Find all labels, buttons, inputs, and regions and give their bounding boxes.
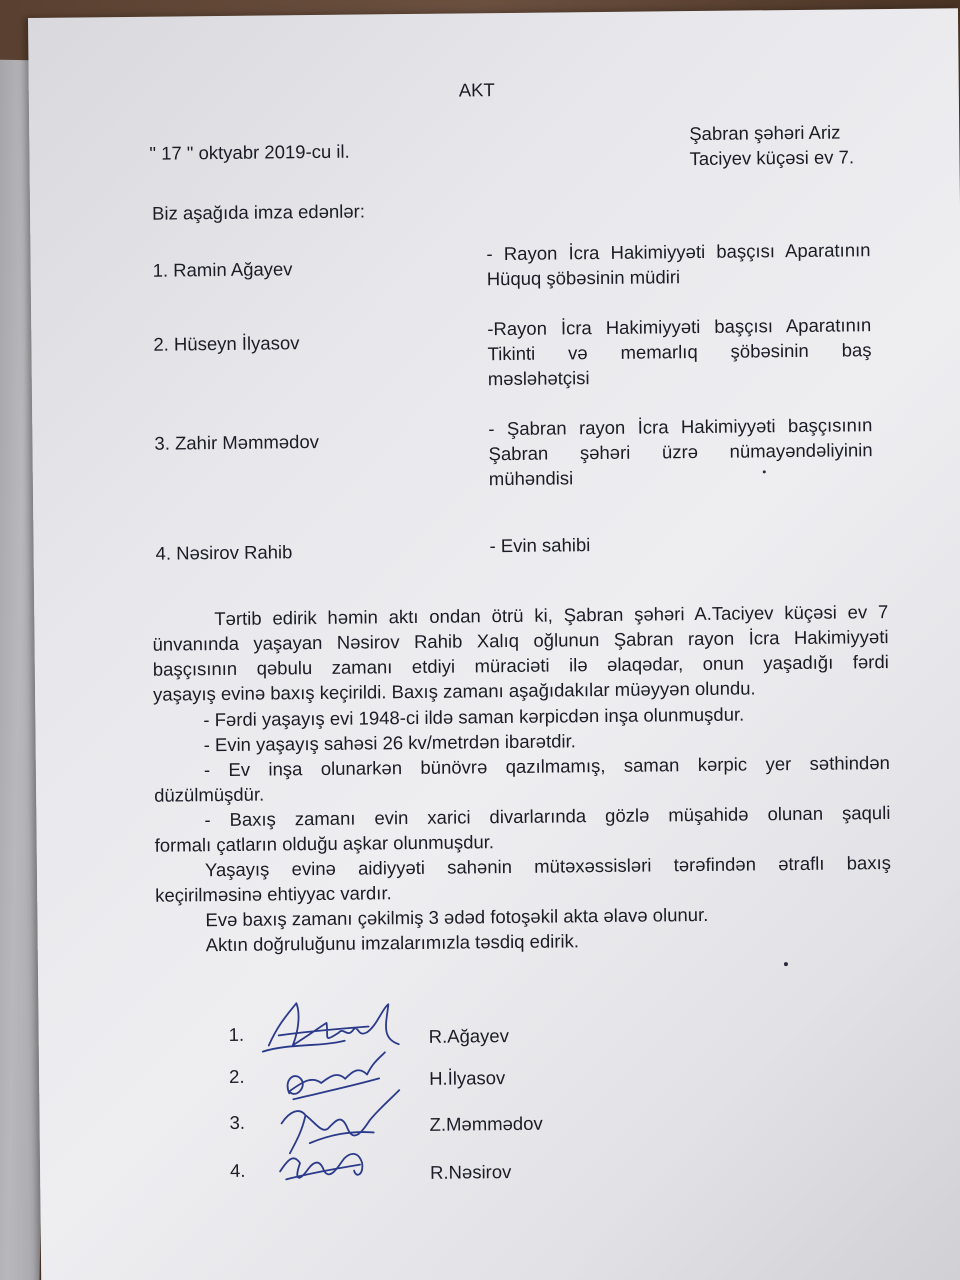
- signature-2: [287, 1052, 385, 1099]
- signature-1: [262, 1002, 398, 1051]
- signatory-name: Z.Məmmədov: [429, 1112, 543, 1135]
- ink-speck: [763, 470, 766, 473]
- signature-number: 4.: [229, 1159, 246, 1181]
- signatory-name: R.Nəsirov: [430, 1161, 512, 1183]
- body-line: başçısının qəbulu zamanı etdiyi müraciəti ilə əlaqədar, onun yaşadığı fərdi: [152, 651, 889, 680]
- body-line: yaşayış evinə baxış keçirildi. Baxış zamanı aşağıdakılar müəyyən olundu.: [152, 677, 756, 705]
- signature-number: 2.: [228, 1065, 245, 1087]
- member-role-line: məsləhətçisi: [487, 367, 590, 390]
- intro-text: Biz aşağıda imza edənlər:: [151, 200, 366, 224]
- finding-item-continued: düzülmüşdür.: [154, 783, 265, 806]
- body-line: keçirilməsinə ehtiyyac vardır.: [155, 882, 392, 906]
- signature-number: 3.: [229, 1111, 246, 1133]
- finding-item-continued: formalı çatların olduğu aşkar olunmuşdur.: [154, 831, 495, 856]
- body-line: Yaşayış evinə aidiyyəti sahənin mütəxəssisləri tərəfindən ətraflı baxış: [204, 852, 892, 881]
- member-role-line: Tikinti və memarlıq şöbəsinin baş: [487, 339, 872, 365]
- signature-number: 1.: [228, 1023, 245, 1045]
- member-role-line: - Rayon İcra Hakimiyyəti başçısı Aparatının: [486, 239, 871, 265]
- finding-item: - Ev inşa olunarkən bünövrə qazılmamış, saman kərpic yer səthindən: [203, 752, 890, 781]
- member-role: [487, 312, 872, 391]
- signature-4: [280, 1154, 363, 1180]
- member-name: 1. Ramin Ağayev: [152, 258, 293, 281]
- member-name: 4. Nəsirov Rahib: [155, 541, 293, 564]
- body-line: Tərtib edirik həmin aktı ondan ötrü ki, Şabran şəhəri A.Taciyev küçəsi ev 7: [214, 601, 889, 630]
- member-name: 3. Zahir Məmmədov: [154, 430, 320, 454]
- finding-item: - Evin yaşayış sahəsi 26 kv/metrdən ibarətdir.: [203, 730, 576, 756]
- signatory-name: R.Ağayev: [428, 1025, 510, 1047]
- document-title: AKT: [458, 79, 495, 101]
- member-role-line: mühəndisi: [488, 467, 574, 490]
- finding-item: - Baxış zamanı evin xarici divarlarında gözlə müşahidə olunan şaquli: [204, 802, 891, 831]
- body-paragraph-1: [152, 599, 889, 707]
- document-date: " 17 " oktyabr 2019-cu il.: [149, 140, 350, 164]
- body-paragraph-4: Aktın doğruluğunu imzalarımızla təsdiq edirik.: [205, 930, 580, 956]
- findings-list: [153, 700, 891, 858]
- body-line: ünvanında yaşayan Nəsirov Rahib Xalıq oğlunun Şabran rayon İcra Hakimiyyəti: [152, 626, 889, 655]
- member-role: [488, 412, 873, 491]
- signatory-name: H.İlyasov: [429, 1067, 506, 1089]
- member-role-line: Şabran şəhəri üzrə nümayəndəliyinin: [488, 439, 873, 465]
- member-role-line: - Şabran rayon İcra Hakimiyyəti başçısının: [488, 414, 873, 440]
- ink-speck: [784, 962, 788, 966]
- member-role: [486, 237, 871, 291]
- signature-3: [281, 1090, 400, 1153]
- member-role: - Evin sahibi: [489, 534, 591, 557]
- body-paragraph-2: [155, 850, 891, 908]
- member-name: 2. Hüseyn İlyasov: [153, 332, 300, 355]
- document-page: [28, 8, 960, 1280]
- address-line-1: Şabran şəhəri Ariz: [689, 121, 841, 145]
- handwritten-signatures: [248, 982, 420, 1194]
- address-line-2: Taciyev küçəsi ev 7.: [689, 146, 855, 170]
- body-paragraph-3: Evə baxış zamanı çəkilmiş 3 ədəd fotoşəkil akta əlavə olunur.: [205, 903, 709, 931]
- member-role-line: Hüquq şöbəsinin müdiri: [486, 266, 681, 290]
- finding-item: - Fərdi yaşayış evi 1948-ci ildə saman kərpicdən inşa olunmuşdur.: [203, 703, 745, 731]
- member-role-line: -Rayon İcra Hakimiyyəti başçısı Aparatının: [487, 314, 872, 340]
